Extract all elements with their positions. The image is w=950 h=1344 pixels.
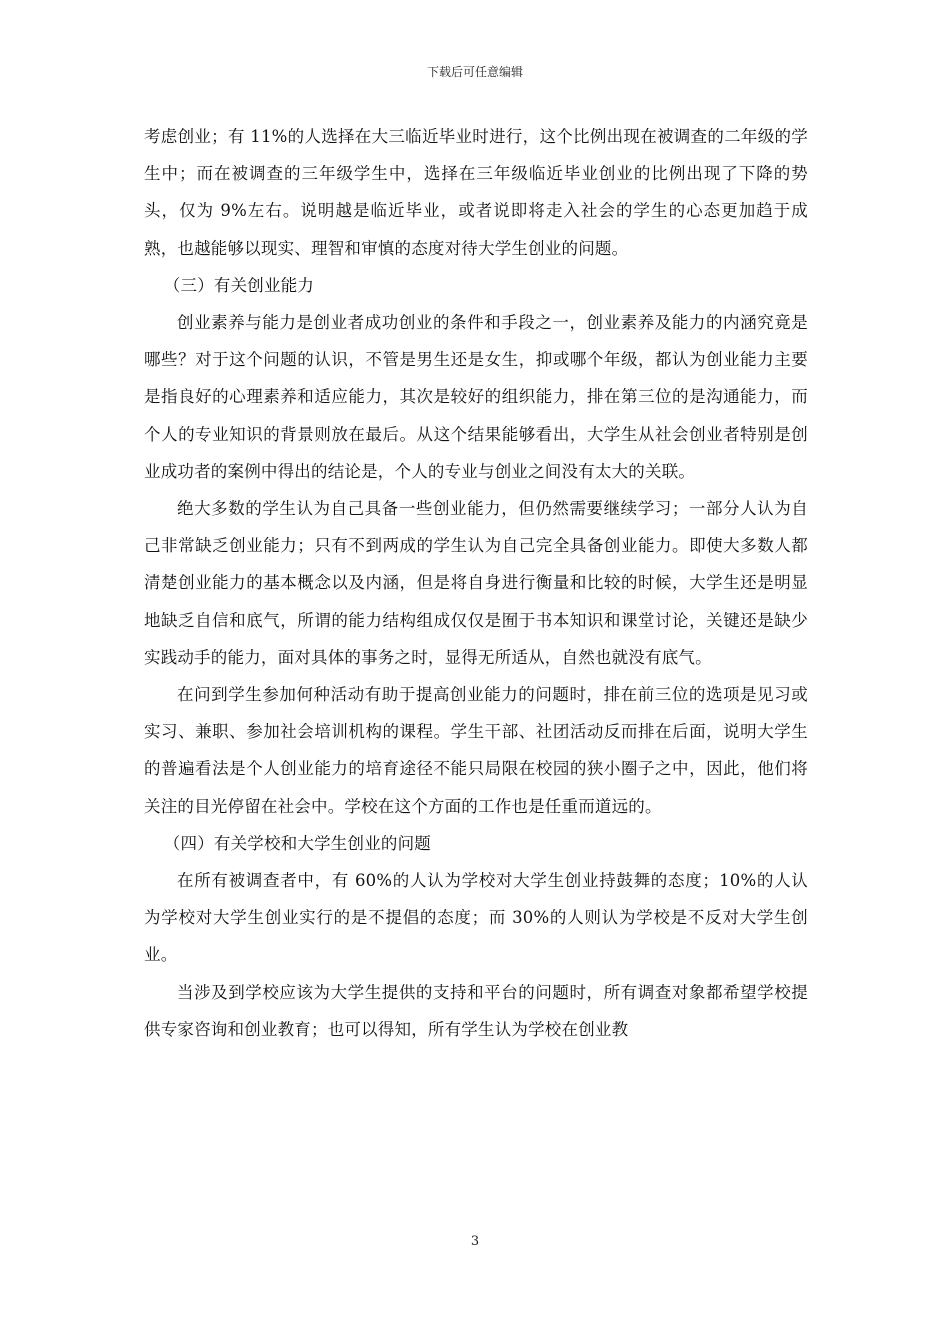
paragraph: 在问到学生参加何种活动有助于提高创业能力的问题时，排在前三位的选项是见习或实习、兼职、参加社会培训机构的课程。学生干部、社团活动反而排在后面，说明大学生的普遍看法是个人创业能力的培育途径不能只局限在校园的狭小圈子之中，因此，他们将关注的目光停留在社会中。学校在这个方面的工作也是任重而道远的。 (144, 685, 808, 816)
paragraph: 创业素养与能力是创业者成功创业的条件和手段之一，创业素养及能力的内涵究竟是哪些？对于这个问题的认识，不管是男生还是女生，抑或哪个年级，都认为创业能力主要是指良好的心理素养和适应能力，其次是较好的组织能力，排在第三位的是沟通能力，而个人的专业知识的背景则放在最后。从这个结果能够看出，大学生从社会创业者特别是创业成功者的案例中得出的结论是，个人的专业与创业之间没有太大的关联。 (144, 313, 808, 481)
paragraph: 绝大多数的学生认为自己具备一些创业能力，但仍然需要继续学习；一部分人认为自己非常缺乏创业能力；只有不到两成的学生认为自己完全具备创业能力。即使大多数人都清楚创业能力的基本概念以及内涵，但是将自身进行衡量和比较的时候，大学生还是明显地缺乏自信和底气，所谓的能力结构组成仅仅是囿于书本知识和课堂讨论，关键还是缺少实践动手的能力，面对具体的事务之时，显得无所适从，自然也就没有底气。 (144, 499, 808, 667)
section-heading-4: （四）有关学校和大学生创业的问题 (163, 833, 431, 853)
paragraph-continuation: 考虑创业；有 11%的人选择在大三临近毕业时进行，这个比例出现在被调查的二年级的学生中；而在被调查的三年级学生中，选择在三年级临近毕业创业的比例出现了下降的势头，仅为 9%左右。说明越是临近毕业，或者说即将走入社会的学生的心态更加趋于成熟，也越能够以现实、理智和审慎的态度对待大学生创业的问题。 (144, 127, 808, 258)
section-heading-3: （三）有关创业能力 (163, 275, 315, 295)
page-header: 下载后可任意编辑 (426, 65, 523, 79)
page-number: 3 (470, 1234, 480, 1249)
paragraph: 在所有被调查者中，有 60%的人认为学校对大学生创业持鼓舞的态度；10%的人认为学校对大学生创业实行的是不提倡的态度；而 30%的人则认为学校是不反对大学生创业。 (144, 871, 808, 965)
paragraph: 当涉及到学校应该为大学生提供的支持和平台的问题时，所有调查对象都希望学校提供专家咨询和创业教育；也可以得知，所有学生认为学校在创业教 (144, 982, 808, 1039)
document-body (144, 118, 808, 1048)
